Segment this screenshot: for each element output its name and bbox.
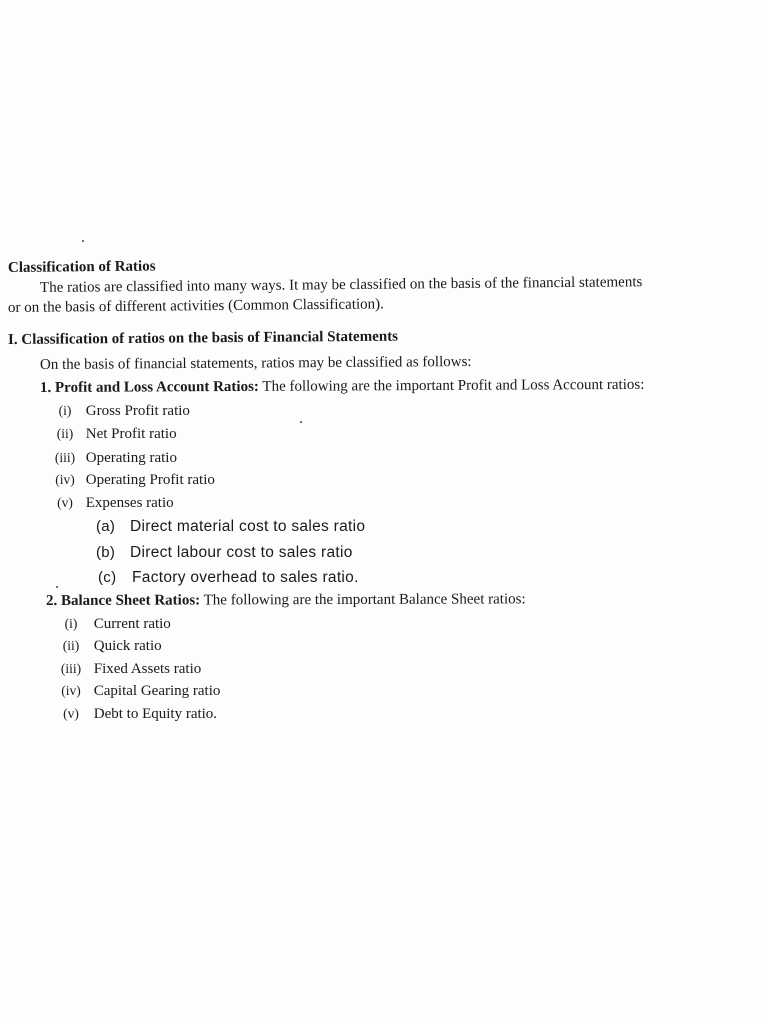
list-item — [52, 660, 201, 678]
group-2-heading — [46, 590, 526, 610]
list-item-number: (iii) — [60, 661, 82, 676]
sub-list-item-text: Factory overhead to sales ratio. — [132, 569, 359, 586]
list-item-text: Current ratio — [93, 616, 171, 632]
part-1-heading: I. Classification of ratios on the basis of Financial Statements — [7, 328, 399, 348]
list-item-number: (iv) — [61, 683, 81, 698]
sub-list-item-letter: (a) — [96, 518, 116, 535]
list-item-number: (ii) — [62, 638, 80, 653]
list-item-number: (i) — [64, 616, 78, 631]
list-item — [48, 425, 177, 443]
group-1-text: The following are the important Profit and Loss Account ratios: — [258, 376, 645, 395]
list-item-number: (v) — [57, 495, 73, 510]
list-item-text: Quick ratio — [93, 638, 162, 654]
intro-paragraph-line-1: The ratios are classified into many ways. It may be classified on the basis of the financial statements — [39, 274, 643, 296]
scan-speck — [82, 240, 84, 242]
list-item — [52, 682, 220, 700]
list-item-number: (v) — [63, 706, 79, 721]
scan-speck — [300, 421, 302, 423]
list-item-number: (iii) — [54, 450, 76, 465]
sub-list-item-letter: (c) — [98, 569, 117, 586]
list-item-number: (iv) — [55, 472, 75, 487]
sub-list-item-text: Direct labour cost to sales ratio — [130, 544, 353, 561]
sub-list-item — [96, 518, 365, 536]
list-item-text: Net Profit ratio — [85, 426, 177, 442]
list-item-text: Debt to Equity ratio. — [93, 706, 218, 722]
intro-paragraph-line-2: or on the basis of different activities (Common Classification). — [7, 296, 384, 316]
list-item-text: Expenses ratio — [85, 495, 174, 511]
group-1-heading — [40, 376, 644, 397]
group-2-text: The following are the important Balance Sheet ratios: — [200, 591, 526, 609]
list-item — [52, 705, 217, 723]
sub-list-item-text: Direct material cost to sales ratio — [130, 518, 366, 535]
list-item-text: Operating ratio — [85, 450, 177, 466]
sub-list-item — [96, 544, 353, 562]
list-item-text: Operating Profit ratio — [85, 472, 215, 488]
list-item-text: Capital Gearing ratio — [93, 683, 221, 699]
section-title: Classification of Ratios — [7, 258, 156, 276]
part-1-intro: On the basis of financial statements, ratios may be classified as follows: — [39, 353, 472, 373]
list-item — [48, 449, 177, 467]
list-item — [48, 471, 215, 489]
list-item-text: Fixed Assets ratio — [93, 661, 202, 677]
list-item-text: Gross Profit ratio — [85, 403, 190, 419]
list-item — [48, 402, 190, 420]
scan-speck — [56, 586, 58, 588]
list-item — [52, 615, 171, 633]
list-item-number: (i) — [58, 403, 72, 418]
list-item-number: (ii) — [56, 426, 74, 441]
sub-list-item-letter: (b) — [96, 544, 116, 561]
list-item — [52, 637, 162, 655]
group-2-label: 2. Balance Sheet Ratios: — [45, 592, 201, 609]
group-1-label: 1. Profit and Loss Account Ratios: — [39, 378, 259, 396]
sub-list-item — [98, 569, 359, 587]
list-item — [48, 494, 174, 512]
